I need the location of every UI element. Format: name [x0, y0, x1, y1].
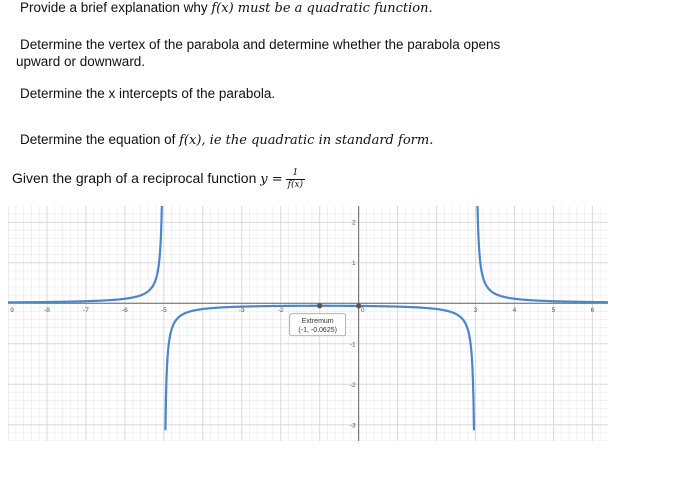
- question-1-math: f(x) must be a quadratic function.: [211, 1, 433, 16]
- reciprocal-function-graph: [8, 206, 608, 441]
- x-tick-label: -7: [83, 307, 89, 315]
- x-tick-label-edge: 9: [10, 307, 14, 315]
- curve-branch-right: [478, 206, 608, 302]
- question-4-text: Determine the equation of: [20, 132, 180, 147]
- x-tick-label: 5: [551, 307, 556, 315]
- given-fraction: [286, 168, 305, 191]
- x-tick-label: -8: [44, 307, 50, 315]
- x-tick-label: -2: [277, 307, 284, 315]
- question-3: Determine the x intercepts of the parabola.: [20, 86, 276, 101]
- x-tick-label: -6: [121, 307, 128, 315]
- given-statement: [12, 168, 305, 191]
- y-intercept-point: [356, 303, 361, 308]
- x-tick-label: 0: [360, 307, 365, 315]
- x-tick-label: 6: [590, 307, 595, 315]
- extremum-point: [317, 303, 322, 308]
- extremum-coords: (-1, -0.0625): [298, 326, 337, 334]
- question-2-line-2: upward or downward.: [16, 54, 146, 69]
- x-tick-label: -3: [238, 307, 245, 315]
- given-lhs: y =: [260, 172, 283, 188]
- y-tick-label: -3: [349, 422, 356, 430]
- y-tick-label: -1: [349, 341, 356, 349]
- y-tick-label: -2: [349, 381, 356, 389]
- y-tick-label: 2: [352, 219, 356, 227]
- extremum-annotation: [290, 314, 346, 336]
- y-tick-label: 1: [352, 260, 356, 268]
- question-4-math: f(x), ie the quadratic in standard form.: [179, 133, 434, 148]
- given-text: Given the graph of a reciprocal function: [12, 170, 261, 187]
- question-1-text: Provide a brief explanation why: [20, 0, 212, 15]
- extremum-label: Extremum: [301, 317, 334, 325]
- given-denominator: f(x): [287, 180, 304, 190]
- question-4: [20, 132, 433, 148]
- question-1: [20, 0, 433, 16]
- x-tick-label: 4: [512, 307, 517, 315]
- x-tick-label: -5: [160, 307, 167, 315]
- x-tick-label: 3: [473, 307, 478, 315]
- question-2-line-1: Determine the vertex of the parabola and determine whether the parabola opens: [20, 37, 501, 52]
- given-numerator: 1: [286, 168, 305, 180]
